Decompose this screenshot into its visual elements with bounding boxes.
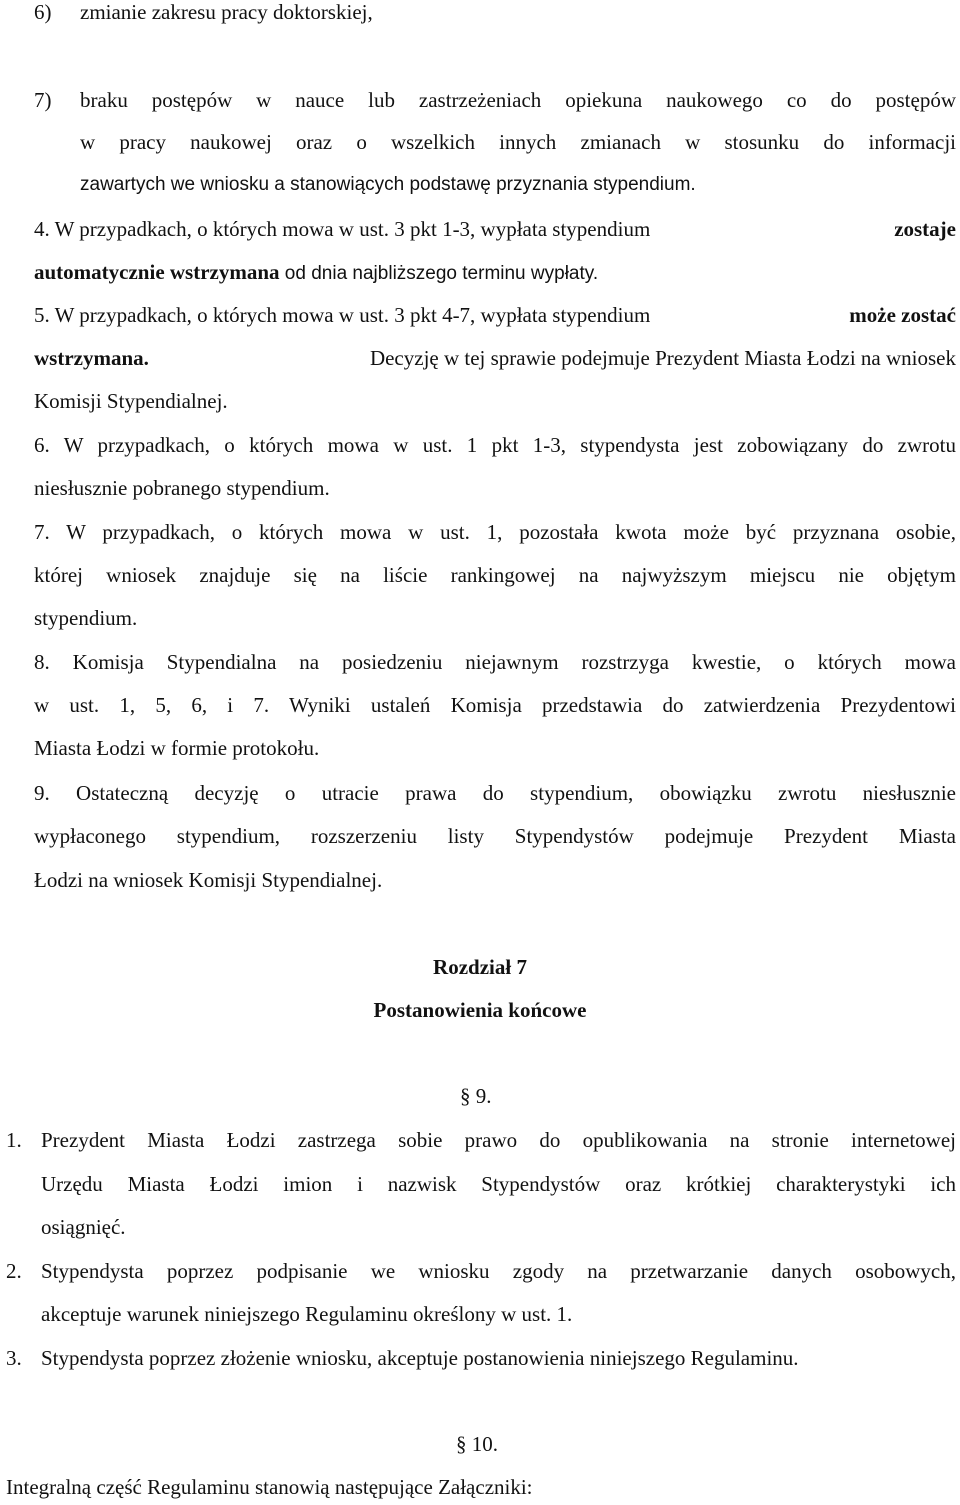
section-9-item-2-number: 2. <box>6 1259 22 1283</box>
paragraph-8-line-1: 8. Komisja Stypendialna na posiedzeniu niejawnym rozstrzyga kwestie, o których mowa <box>34 650 956 674</box>
paragraph-5-line-2 <box>34 348 956 369</box>
paragraph-9-line-2: wypłaconego stypendium, rozszerzeniu listy Stypendystów podejmuje Prezydent Miasta <box>34 824 956 848</box>
item-7-line-3: zawartych we wniosku a stanowiących podstawę przyznania stypendium. <box>80 174 696 195</box>
paragraph-5-bold-moze-zostac: może zostać <box>849 303 956 327</box>
paragraph-7-line-2: której wniosek znajduje się na liście rankingowej na najwyższym miejscu nie objętym <box>34 563 956 587</box>
paragraph-9-line-1: 9. Ostateczną decyzję o utracie prawa do stypendium, obowiązku zwrotu niesłusznie <box>34 781 956 805</box>
paragraph-7-line-1: 7. W przypadkach, o których mowa w ust. 1, pozostała kwota może być przyznana osobie, <box>34 520 956 544</box>
section-9-item-3-line-1: Stypendysta poprzez złożenie wniosku, akceptuje postanowienia niniejszego Regulaminu. <box>41 1346 799 1370</box>
paragraph-7-line-3: stypendium. <box>34 606 138 630</box>
item-7-number: 7) <box>34 88 52 112</box>
paragraph-4-line-1-text: 4. W przypadkach, o których mowa w ust. 3 pkt 1-3, wypłata stypendium <box>34 217 651 241</box>
item-7-line-1: braku postępów w nauce lub zastrzeżeniach opiekuna naukowego co do postępów <box>80 88 956 112</box>
paragraph-9-line-3: Łodzi na wniosek Komisji Stypendialnej. <box>34 868 383 892</box>
section-9-item-2-line-1: Stypendysta poprzez podpisanie we wniosku zgody na przetwarzanie danych osobowych, <box>41 1259 956 1283</box>
paragraph-6-line-2: niesłusznie pobranego stypendium. <box>34 476 330 500</box>
paragraph-6-line-1: 6. W przypadkach, o których mowa w ust. 1 pkt 1-3, stypendysta jest zobowiązany do zwrotu <box>34 433 956 457</box>
section-9-item-1-number: 1. <box>6 1128 22 1152</box>
paragraph-4-bold-zostaje: zostaje <box>894 217 956 241</box>
paragraph-8-line-3: Miasta Łodzi w formie protokołu. <box>34 736 320 760</box>
chapter-title: Rozdział 7 <box>433 955 527 979</box>
section-9-item-3-number: 3. <box>6 1346 22 1370</box>
item-6-text: zmianie zakresu pracy doktorskiej, <box>80 0 373 24</box>
paragraph-4-line-2 <box>34 262 598 283</box>
section-10-mark: § 10. <box>456 1432 498 1456</box>
paragraph-4-bold-wstrzymana: automatycznie wstrzymana <box>34 260 280 284</box>
paragraph-4-line-2-text: od dnia najbliższego terminu wypłaty. <box>279 263 599 284</box>
paragraph-5-line-2-text: Decyzję w tej sprawie podejmuje Prezydent Miasta Łodzi na wniosek <box>369 346 956 370</box>
section-9-mark: § 9. <box>460 1084 492 1108</box>
paragraph-5-line-1 <box>34 305 956 326</box>
section-10-line-1: Integralną część Regulaminu stanowią następujące Załączniki: <box>6 1475 533 1499</box>
section-9-item-1-line-2: Urzędu Miasta Łodzi imion i nazwisk Stypendystów oraz krótkiej charakterystyki ich <box>41 1172 956 1196</box>
paragraph-5-line-3: Komisji Stypendialnej. <box>34 389 228 413</box>
paragraph-5-bold-wstrzymana: wstrzymana. <box>34 346 149 370</box>
paragraph-5-line-1-text: 5. W przypadkach, o których mowa w ust. 3 pkt 4-7, wypłata stypendium <box>34 303 651 327</box>
paragraph-8-line-2: w ust. 1, 5, 6, i 7. Wyniki ustaleń Komisja przedstawia do zatwierdzenia Prezydentowi <box>34 693 956 717</box>
item-6-number: 6) <box>34 0 52 24</box>
section-9-item-1-line-3: osiągnięć. <box>41 1215 126 1239</box>
section-9-item-1-line-1: Prezydent Miasta Łodzi zastrzega sobie prawo do opublikowania na stronie internetowej <box>41 1128 956 1152</box>
section-9-item-2-line-2: akceptuje warunek niniejszego Regulaminu określony w ust. 1. <box>41 1302 573 1326</box>
item-7-line-2: w pracy naukowej oraz o wszelkich innych zmianach w stosunku do informacji <box>80 130 956 154</box>
chapter-subtitle: Postanowienia końcowe <box>373 998 587 1022</box>
paragraph-4-line-1 <box>34 219 956 240</box>
